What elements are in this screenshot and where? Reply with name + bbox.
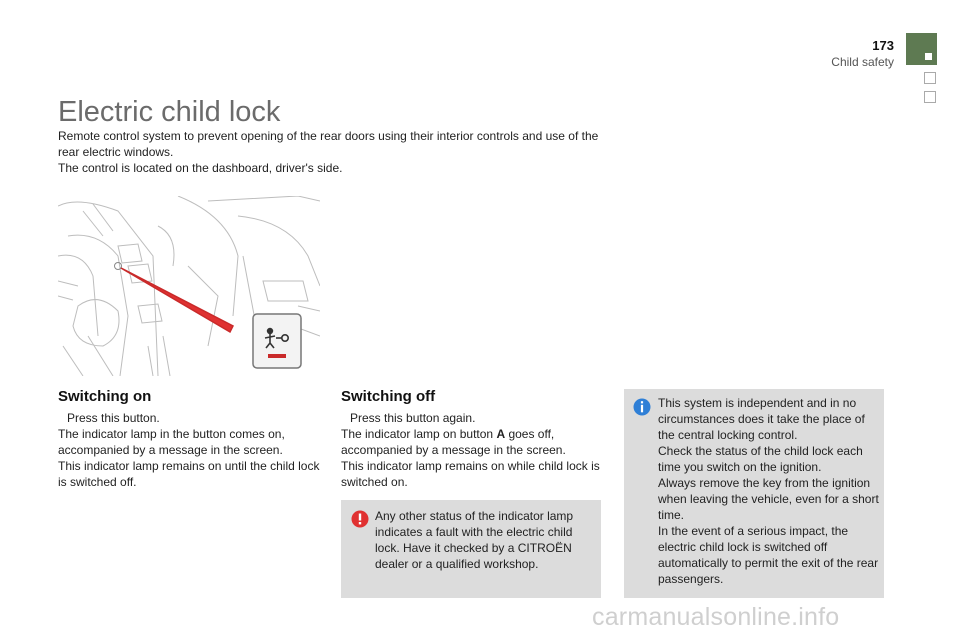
switching-off-text <box>341 410 603 490</box>
instruction-step <box>58 410 320 426</box>
chapter-tab[interactable] <box>924 72 936 84</box>
dashboard-illustration <box>58 196 320 376</box>
body-paragraph: The indicator lamp in the button comes on, accompanied by a message in the screen. <box>58 427 285 457</box>
step-text: Press this button again. <box>350 411 476 425</box>
warning-icon <box>351 510 369 528</box>
warning-box <box>341 500 601 598</box>
chapter-tab-active[interactable] <box>906 33 937 65</box>
info-box <box>624 389 884 598</box>
switching-on-heading: Switching on <box>58 388 152 405</box>
child-lock-button-icon <box>253 314 301 368</box>
page-number: 173 <box>872 38 894 53</box>
info-paragraph: In the event of a serious impact, the electric child lock is switched off automatically to permit the exit of the rear passengers. <box>658 524 879 586</box>
pointer-line <box>121 268 233 332</box>
warning-text <box>375 508 590 572</box>
intro-text <box>58 128 603 176</box>
body-paragraph: This indicator lamp remains on until the child lock is switched off. <box>58 459 320 489</box>
chapter-tab[interactable] <box>924 91 936 103</box>
info-paragraph: Check the status of the child lock each time you switch on the ignition. <box>658 444 863 474</box>
watermark: carmanualsonline.info <box>592 603 840 631</box>
switching-off-heading: Switching off <box>341 388 436 405</box>
instruction-step <box>341 410 603 426</box>
page-title: Electric child lock <box>58 96 281 128</box>
info-paragraph: This system is independent and in no circumstances does it take the place of the central locking control. <box>658 396 865 442</box>
intro-paragraph: Remote control system to prevent opening of the rear doors using their interior controls and use of the rear electric windows. <box>58 129 599 159</box>
warning-paragraph: Any other status of the indicator lamp indicates a fault with the electric child lock. Have it checked by a CITROËN dealer or a qualified workshop. <box>375 509 574 571</box>
button-reference: A <box>496 427 506 441</box>
body-paragraph: This indicator lamp remains on while child lock is switched on. <box>341 459 600 489</box>
intro-paragraph: The control is located on the dashboard, driver's side. <box>58 161 343 175</box>
tab-marker-icon <box>925 53 932 60</box>
info-icon <box>633 398 651 416</box>
info-paragraph: Always remove the key from the ignition when leaving the vehicle, even for a short time. <box>658 476 879 522</box>
info-text <box>658 395 880 587</box>
step-text: Press this button. <box>67 411 160 425</box>
switching-on-text <box>58 410 320 490</box>
body-paragraph: The indicator lamp on button A goes off, accompanied by a message in the screen. <box>341 427 566 457</box>
section-title: Child safety <box>831 55 894 69</box>
